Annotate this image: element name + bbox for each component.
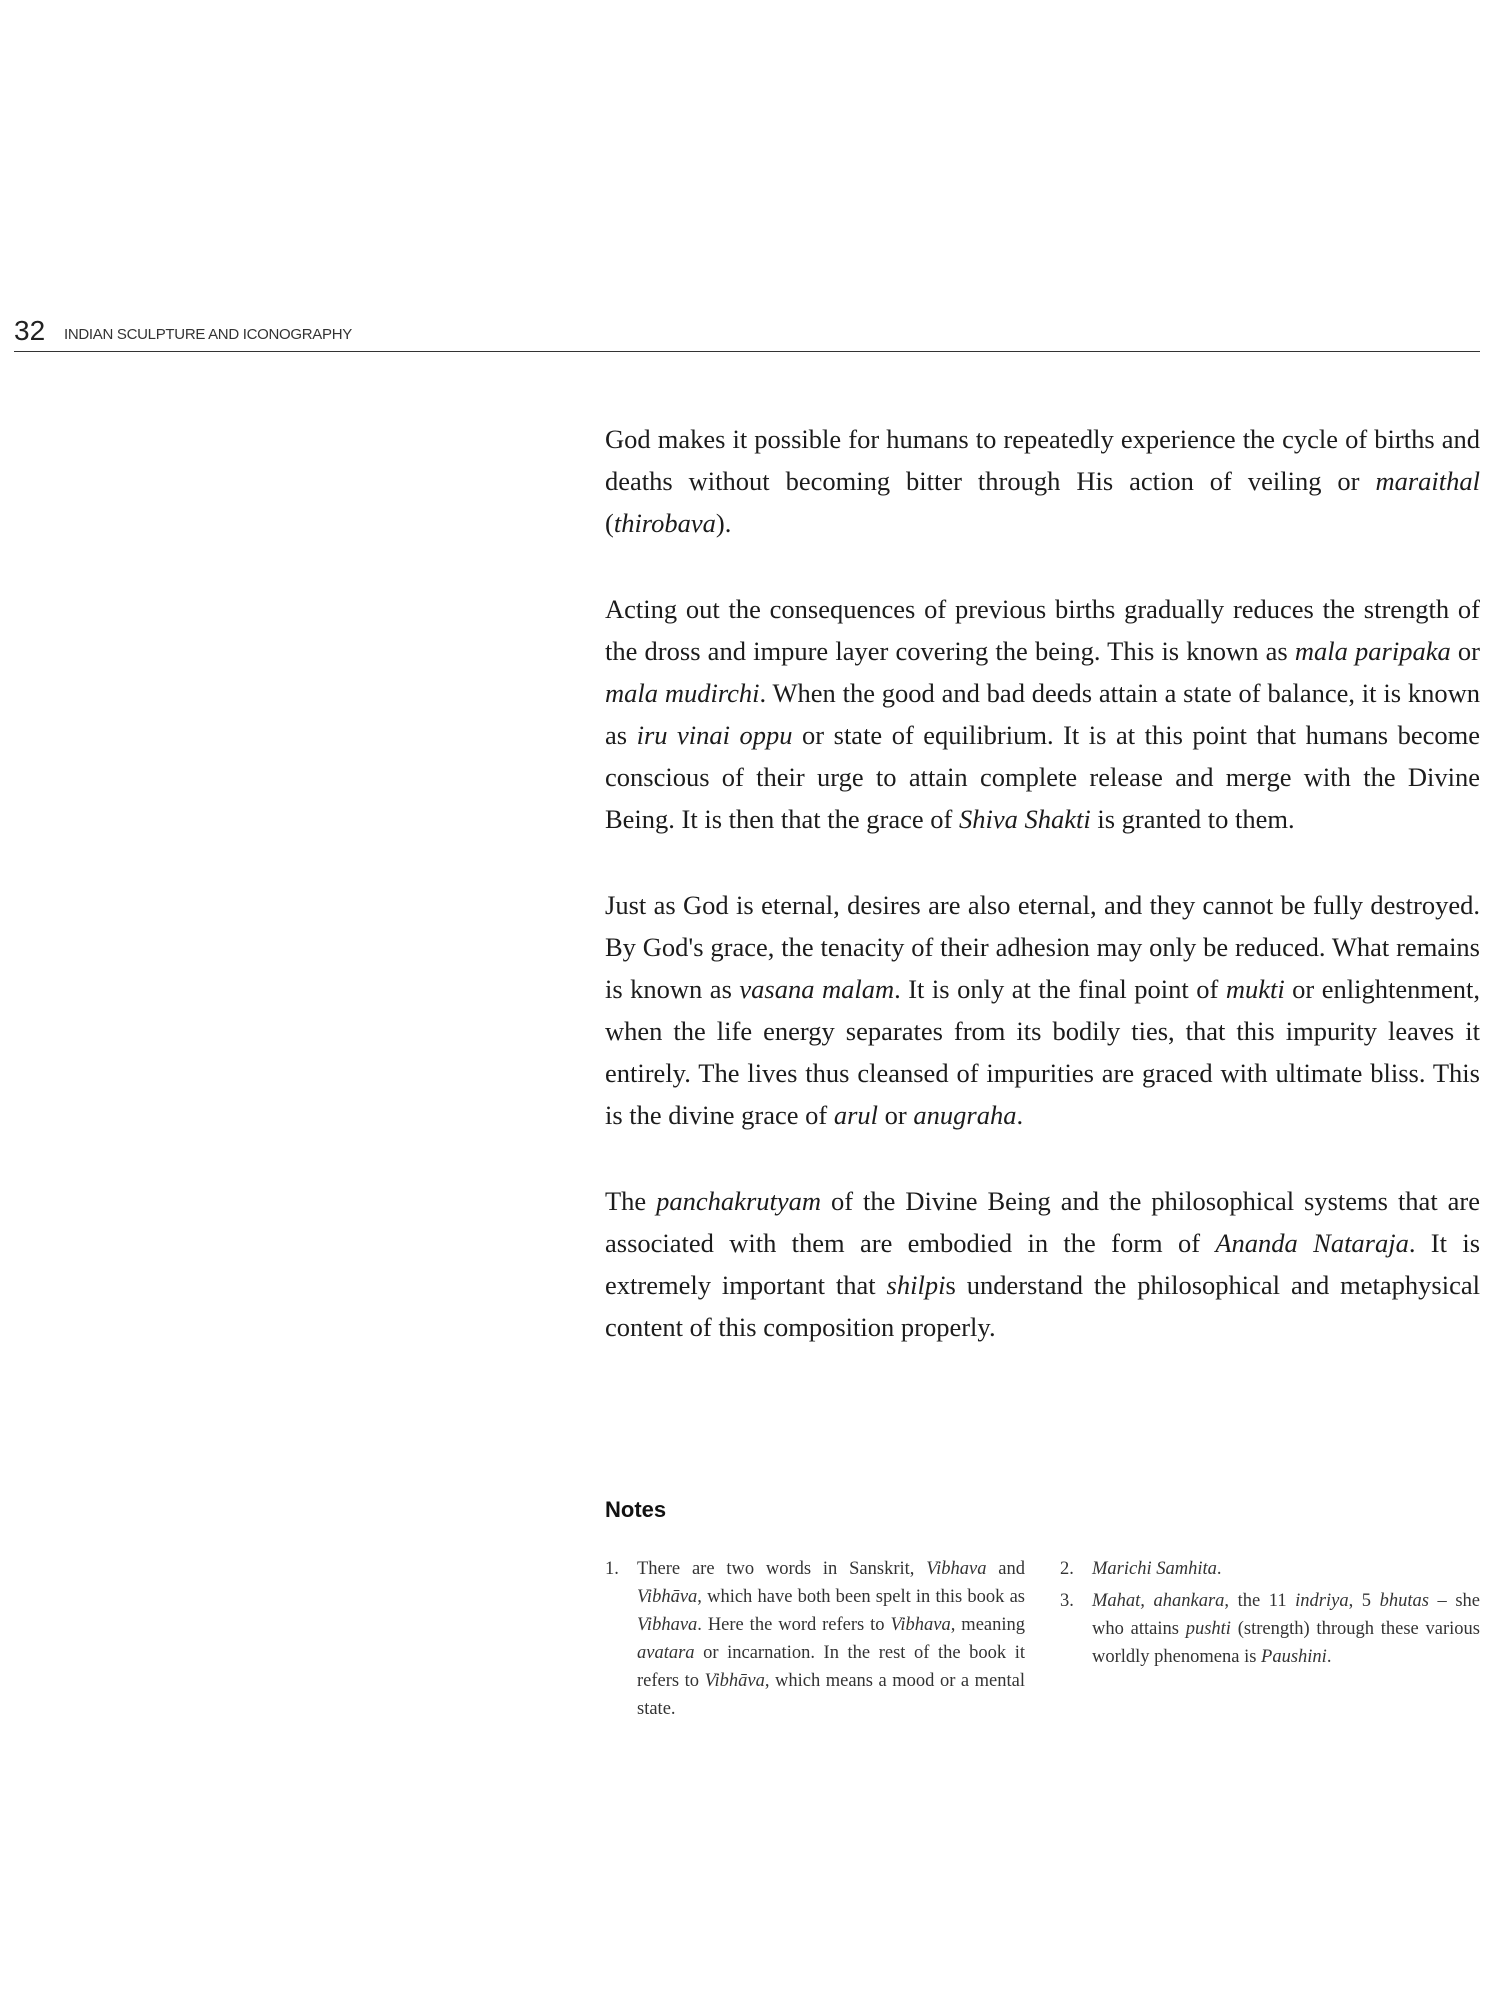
paragraph: Just as God is eternal, desires are also eternal, and they cannot be fully destroyed. By God's grace, the tenacity of their adhesion may only be reduced. What remains is known as vasana malam. It is only at the final point of mukti or enlightenment, when the life energy separates from its bodily ties, that this impurity leaves it entirely. The lives thus cleansed of impurities are graced with ultimate bliss. This is the divine grace of arul or anugraha.	[605, 890, 1480, 1130]
paragraph: The panchakrutyam of the Divine Being and the philosophical systems that are associated with them are embodied in the form of Ananda Nataraja. It is extremely important that shilpis understand the philosophical and metaphysical content of this composition properly.	[605, 1186, 1481, 1342]
note-item	[605, 1555, 1025, 1723]
note-text: There are two words in Sanskrit, Vibhava and Vibhāva, which have both been spelt in this book as Vibhava. Here the word refers to Vibhava, meaning avatara or incarnation. In the rest of the book it refers to Vibhāva, which means a mood or a mental state.	[637, 1559, 1026, 1719]
notes-column-left	[605, 1555, 1025, 1727]
note-item	[1060, 1555, 1480, 1583]
note-text: Marichi Samhita.	[1092, 1559, 1222, 1579]
paragraph: Acting out the consequences of previous births gradually reduces the strength of the dross and impure layer covering the being. This is known as mala paripaka or mala mudirchi. When the good and bad deeds attain a state of balance, it is known as iru vinai oppu or state of equilibrium. It is at this point that humans become conscious of their urge to attain complete release and merge with the Divine Being. It is then that the grace of Shiva Shakti is granted to them.	[605, 594, 1481, 834]
page-header	[14, 315, 1480, 352]
page-number: 32	[14, 315, 46, 346]
note-number: 2.	[1060, 1559, 1074, 1579]
notes-column-right	[1060, 1555, 1480, 1675]
note-number: 1.	[605, 1559, 619, 1579]
paragraph: God makes it possible for humans to repeatedly experience the cycle of births and deaths without becoming bitter through His action of veiling or maraithal (thirobava).	[605, 424, 1480, 538]
running-head: INDIAN SCULPTURE AND ICONOGRAPHY	[64, 326, 352, 343]
note-number: 3.	[1060, 1591, 1074, 1611]
note-text: Mahat, ahankara, the 11 indriya, 5 bhutas – she who attains pushti (strength) through these various worldly phenomena is Paushini.	[1092, 1591, 1481, 1667]
body-text	[605, 418, 1480, 1392]
notes-heading: Notes	[605, 1497, 667, 1522]
note-item	[1060, 1587, 1480, 1671]
